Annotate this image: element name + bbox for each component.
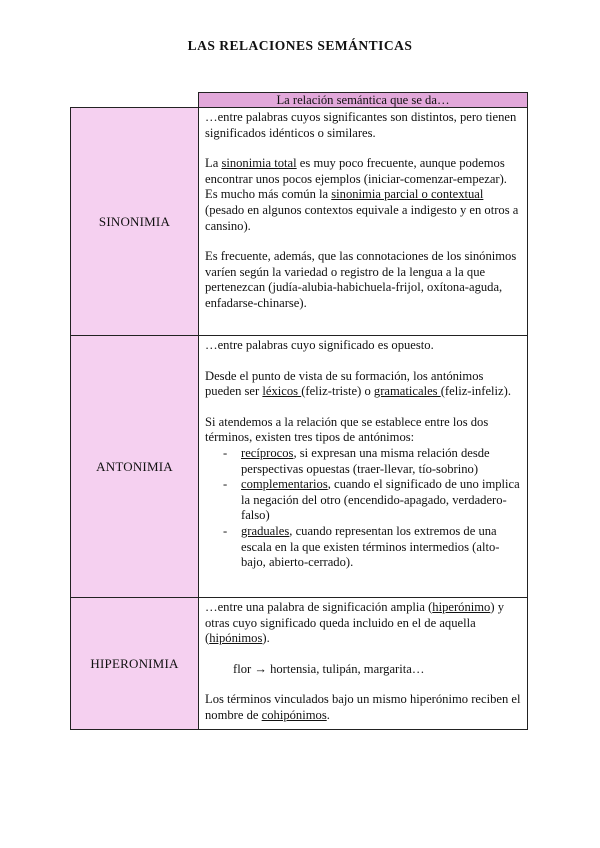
paragraph: …entre palabras cuyos significantes son distintos, pero tienen significados idénticos o similares. bbox=[205, 110, 517, 140]
row-content-hiperonimia bbox=[199, 598, 528, 730]
underlined-term: gramaticales bbox=[373, 384, 441, 399]
list-item: - complementarios, cuando el significado de uno implica la negación del otro (encendido-apagado, verdadero-falso) bbox=[217, 477, 522, 524]
table-row bbox=[71, 598, 528, 730]
row-label-sinonimia: SINONIMIA bbox=[71, 108, 199, 336]
table-row bbox=[71, 108, 528, 336]
empty-corner-cell bbox=[71, 93, 199, 108]
paragraph: La sinonimia total es muy poco frecuente, aunque podemos encontrar unos pocos ejemplos (iniciar-comenzar-empezar). bbox=[205, 156, 507, 186]
paragraph: …entre palabras cuyo significado es opuesto. bbox=[205, 338, 434, 352]
row-content-antonimia bbox=[199, 336, 528, 598]
paragraph: …entre una palabra de significación amplia (hiperónimo) y otras cuyo significado queda incluido en el de aquella (hipónimos). bbox=[205, 600, 504, 646]
paragraph: Los términos vinculados bajo un mismo hiperónimo reciben el nombre de cohipónimos. bbox=[205, 692, 521, 722]
list-item: - recíprocos, si expresan una misma relación desde perspectivas opuestas (traer-llevar, tío-sobrino) bbox=[217, 446, 522, 477]
paragraph: Desde el punto de vista de su formación, los antónimos pueden ser léxicos (feliz-triste) o gramaticales (feliz-infeliz). bbox=[205, 368, 511, 399]
paragraph: Es mucho más común la sinonimia parcial o contextual (pesado en algunos contextos equivale a indigesto y en otros a cansino). bbox=[205, 187, 519, 233]
paragraph: Es frecuente, además, que las connotaciones de los sinónimos varíen según la variedad o registro de la lengua a la que pertenezcan (judía-alubia-habichuela-frijol, oxítona-aguda, enfadarse-chinarse). bbox=[205, 249, 517, 310]
row-label-hiperonimia: HIPERONIMIA bbox=[71, 598, 199, 730]
page-title: LAS RELACIONES SEMÁNTICAS bbox=[187, 38, 413, 53]
table-row bbox=[71, 336, 528, 598]
row-label-antonimia: ANTONIMIA bbox=[71, 336, 199, 598]
table-header-row bbox=[71, 93, 528, 108]
example-line: flor → hortensia, tulipán, margarita… bbox=[233, 661, 425, 676]
paragraph: Si atendemos a la relación que se establece entre los dos términos, existen tres tipos de antónimos: bbox=[205, 414, 489, 445]
row-content-sinonimia bbox=[199, 108, 528, 336]
underlined-term: sinonimia parcial o contextual bbox=[331, 187, 484, 202]
underlined-term: hipónimos bbox=[209, 631, 263, 646]
semantic-relations-table bbox=[70, 92, 528, 730]
list-item: - graduales, cuando representan los extremos de una escala en la que existen términos intermedios (alto-bajo, abierto-cerrado). bbox=[217, 524, 522, 571]
underlined-term: sinonimia total bbox=[221, 156, 297, 171]
underlined-term: cohipónimos bbox=[261, 707, 327, 722]
antonym-types-list bbox=[205, 446, 522, 571]
column-header: La relación semántica que se da… bbox=[199, 93, 528, 108]
underlined-term: léxicos bbox=[262, 384, 302, 399]
underlined-term: hiperónimo bbox=[432, 600, 491, 614]
